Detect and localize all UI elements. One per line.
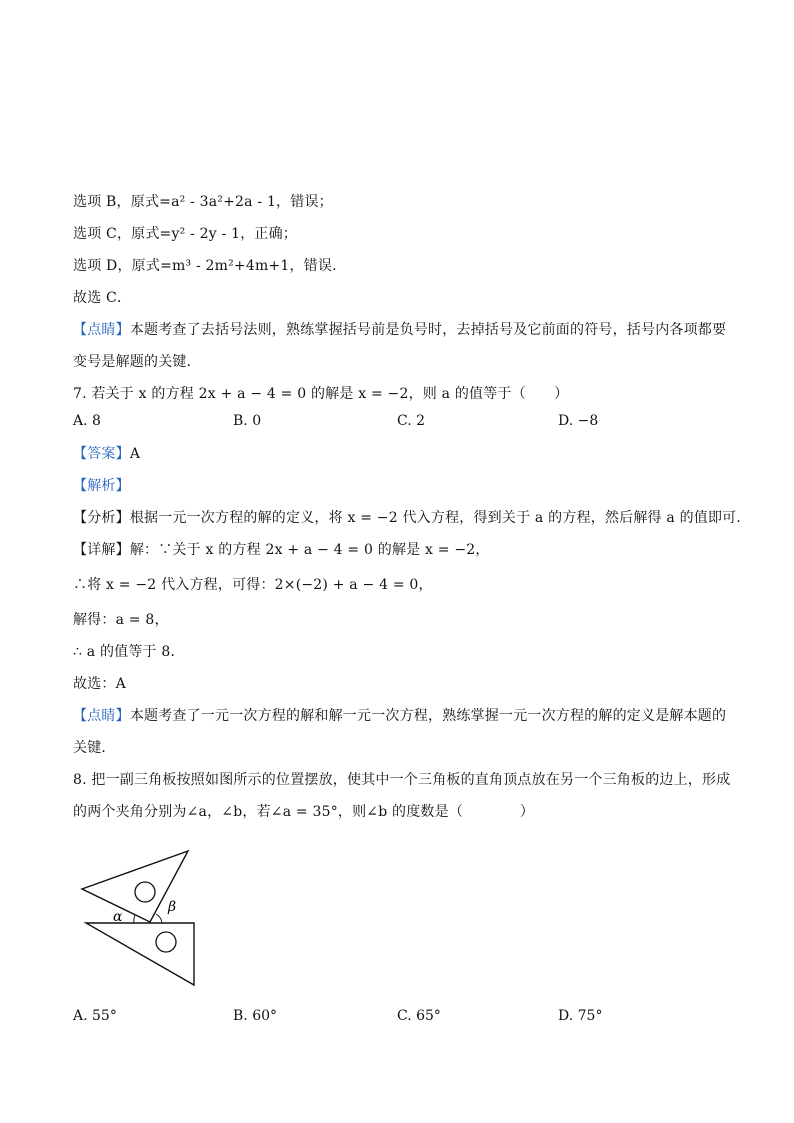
q8-option-a: A. 55° xyxy=(73,1008,117,1024)
xiangjie-text: 解：∵关于 x 的方程 2x + a − 4 = 0 的解是 x = −2， xyxy=(129,542,490,558)
alpha-arc xyxy=(134,915,135,923)
fenxi-line xyxy=(73,509,751,527)
analysis-tag xyxy=(73,477,130,495)
xiangjie-line xyxy=(73,541,490,559)
q7-option-d: D. −8 xyxy=(558,413,599,429)
q8-stem-line-2: 的两个夹角分别为∠a，∠b，若∠a = 35°，则∠b 的度数是（ ） xyxy=(73,804,535,820)
beta-label: β xyxy=(168,899,177,915)
beta-arc xyxy=(156,914,162,923)
triangle-set-square-figure xyxy=(76,845,206,990)
lower-set-square-hole xyxy=(156,932,176,952)
dianjing-line-2: 变号是解题的关键． xyxy=(73,354,201,370)
dianjing-text: 本题考查了去括号法则，熟练掌握括号前是负号时，去掉括号及它前面的符号，括号内各项都要 xyxy=(129,322,727,338)
solution-line-b: 选项 B，原式=a² - 3a²+2a - 1，错误； xyxy=(73,194,333,210)
fenxi-tag: 【分析】 xyxy=(73,510,130,526)
q7-dianjing-text: 本题考查了一元一次方程的解和解一元一次方程，熟练掌握一元一次方程的解的定义是解本题的 xyxy=(129,708,727,724)
xiangjie-tag: 【详解】 xyxy=(73,542,130,558)
q8-stem-line-1: 8. 把一副三角板按照如图所示的位置摆放，使其中一个三角板的直角顶点放在另一个三角板的边上，形成 xyxy=(73,772,731,788)
step-conclusion: ∴ a 的值等于 8． xyxy=(73,644,185,660)
q7-stem: 7. 若关于 x 的方程 2x + a − 4 = 0 的解是 x = −2，则 a 的值等于（ ） xyxy=(73,386,569,402)
q8-option-c: C. 65° xyxy=(397,1008,441,1024)
step-solve: 解得：a = 8， xyxy=(73,612,169,628)
q8-option-d: D. 75° xyxy=(558,1008,603,1024)
q7-option-c: C. 2 xyxy=(397,413,426,429)
q8-option-b: B. 60° xyxy=(233,1008,278,1024)
choose-line: 故选 C． xyxy=(73,290,132,306)
upper-set-square-hole xyxy=(135,882,155,902)
step-substitute: ∴将 x = −2 代入方程，可得：2×(−2) + a − 4 = 0， xyxy=(73,577,433,593)
solution-line-d: 选项 D，原式=m³ - 2m²+4m+1，错误. xyxy=(73,258,337,274)
q7-dianjing-line xyxy=(73,707,726,725)
answer-value: A xyxy=(129,446,141,462)
q7-dianjing-tag: 【点睛】 xyxy=(73,708,130,724)
q7-option-a: A. 8 xyxy=(73,413,101,429)
q7-dianjing-line-2: 关键． xyxy=(73,740,116,756)
analysis-label: 【解析】 xyxy=(73,478,130,494)
lower-set-square xyxy=(86,923,194,985)
q7-option-b: B. 0 xyxy=(233,413,262,429)
q7-choose-line: 故选：A xyxy=(73,676,126,692)
dianjing-line xyxy=(73,321,726,339)
answer-tag: 【答案】 xyxy=(73,446,130,462)
answer-line xyxy=(73,445,140,463)
fenxi-text: 根据一元一次方程的解的定义，将 x = −2 代入方程，得到关于 a 的方程，然后解得 a 的值即可． xyxy=(129,510,751,526)
solution-line-c: 选项 C，原式=y² - 2y - 1，正确； xyxy=(73,226,297,242)
alpha-label: α xyxy=(113,909,123,925)
dianjing-tag: 【点睛】 xyxy=(73,322,130,338)
